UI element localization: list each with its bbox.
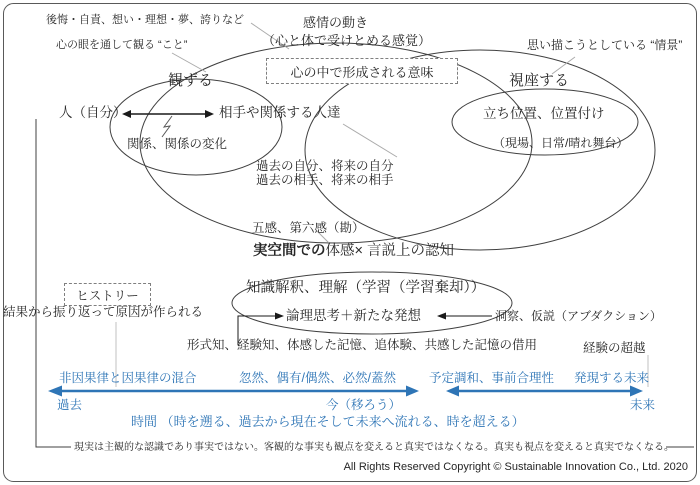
footer-note: 現実は主観的な認識であり事実ではない。客観的な事実も観点を変えると真実ではなくなる。真実も視点を変えると真実でなくなる。 (74, 442, 674, 453)
node-shiza: 視座する (509, 72, 570, 89)
node-kanzuru: 観ずる (168, 72, 214, 89)
label-past-self: 過去の自分、将来の自分 (256, 159, 394, 173)
node-standing: 立ち位置、位置付け (483, 106, 605, 121)
timeline-past: 過去 (57, 398, 83, 412)
node-self: 人（自分） (59, 105, 127, 120)
timeline-label-chance: 忽然、偶有/偶然、必然/蓋然 (239, 371, 396, 385)
label-standing-sub: （現場、日常/晴れ舞台） (493, 136, 629, 150)
label-scene: 思い描こうとしている “情景” (527, 38, 683, 52)
label-history-sub: 結果から振り返って原因が作られる (3, 305, 204, 319)
node-others: 相手や関係する人達 (219, 105, 341, 120)
node-real-space (253, 243, 454, 260)
timeline-time-desc: 時間 （時を遡る、過去から現在そして未来へ流れる、時を超える） (131, 414, 525, 429)
label-emotion-sub: （心と体で受けとめる感覚） (262, 33, 432, 48)
label-emotion-title: 感情の動き (303, 15, 369, 30)
label-minds-eye: 心の眼を通して観る “こと” (56, 39, 188, 51)
timeline-label-mixture: 非因果律と因果律の混合 (59, 371, 197, 385)
label-transcend: 経験の超越 (583, 341, 646, 355)
label-senses: 五感、第六感（勘） (252, 221, 365, 235)
history-box (64, 283, 151, 306)
timeline-now: 今（移ろう） (326, 398, 402, 412)
node-logic: 論理思考＋新たな発想 (286, 308, 421, 323)
node-knowledge: 知識解釈、理解（学習（学習棄却）） (246, 280, 486, 296)
tension-zigzag-icon (162, 116, 172, 137)
label-memory-row: 形式知、経験知、体感した記憶、追体験、共感した記憶の借用 (187, 338, 538, 352)
timeline-arrow-future (446, 386, 643, 397)
label-relation: 関係、関係の変化 (127, 137, 228, 151)
real-space-rest: 体感× 言説上の認知 (325, 243, 454, 259)
timeline-arrow-past (48, 386, 419, 397)
meaning-box-label: 心の中で形成される意味 (290, 64, 434, 80)
history-box-label: ヒストリー (76, 288, 139, 303)
real-space-bold: 実空間での (253, 243, 326, 259)
label-insight: 洞察、仮説（アブダクション） (495, 309, 662, 323)
arrow-self-others (122, 110, 214, 118)
footer-copyright: All Rights Reserved Copyright © Sustainable Innovation Co., Ltd. 2020 (343, 461, 688, 473)
connector-insight-to-logic (437, 313, 492, 320)
timeline-label-harmony: 予定調和、事前合理性 (429, 371, 555, 385)
callout-minds-eye-line (172, 53, 206, 72)
meaning-box (266, 58, 458, 84)
label-past-other: 過去の相手、将来の相手 (256, 173, 394, 187)
timeline-future: 未来 (630, 398, 656, 412)
label-regret: 後悔・自責、想い・理想・夢、誇りなど (46, 14, 244, 26)
timeline-label-emerging: 発現する未来 (574, 371, 650, 385)
callout-past-selves-line (343, 124, 397, 157)
